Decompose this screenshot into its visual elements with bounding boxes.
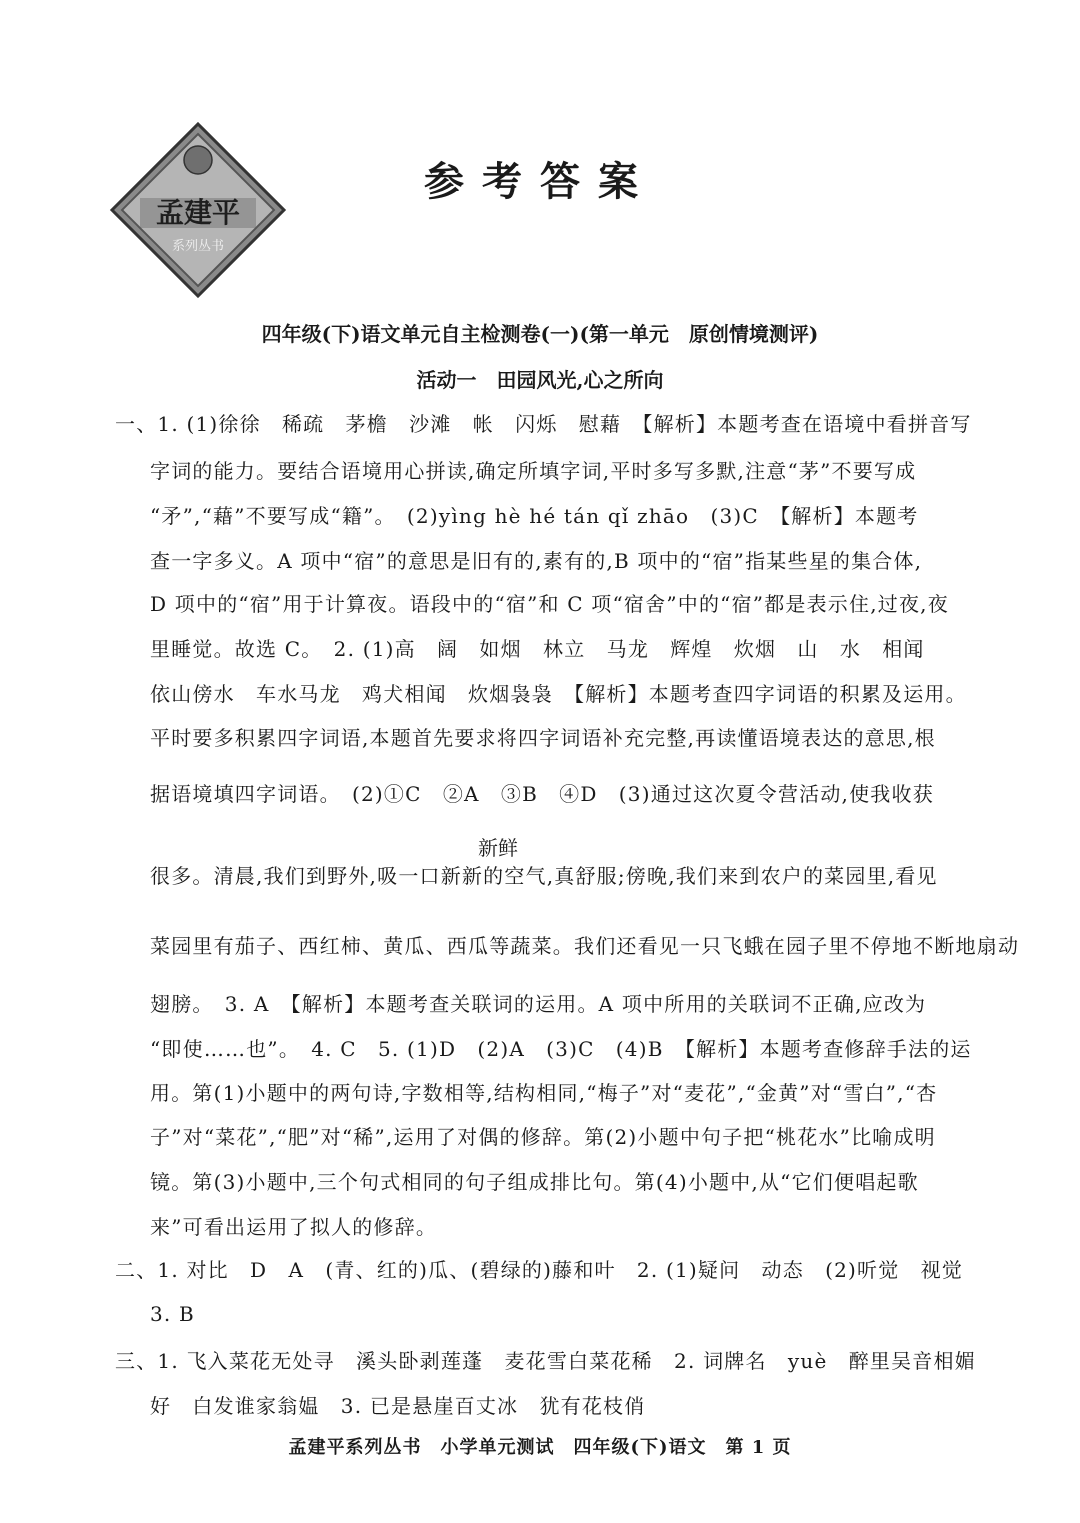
answer-line-12: 翅膀。 3. A 【解析】本题考查关联词的运用。A 项中所用的关联词不正确,应改为 — [150, 992, 927, 1016]
answer-line-7: 依山傍水 车水马龙 鸡犬相闻 炊烟袅袅 【解析】本题考查四字词语的积累及运用。 — [150, 682, 967, 706]
page-title: 参考答案 — [424, 158, 656, 205]
answer-line-11: 菜园里有茄子、西红柿、黄瓜、西瓜等蔬菜。我们还看见一只飞蛾在园子里不停地不断地扇动 — [150, 934, 1020, 958]
answer-line-19: 3. B — [150, 1302, 195, 1326]
logo-series: 系列丛书 — [171, 239, 225, 254]
logo-name: 孟建平 — [155, 196, 241, 229]
answer-line-8: 平时要多积累四字词语,本题首先要求将四字词语补充完整,再读懂语境表达的意思,根 — [150, 726, 936, 750]
answer-line-17: 来”可看出运用了拟人的修辞。 — [150, 1215, 438, 1239]
test-title: 四年级(下)语文单元自主检测卷(一)(第一单元 原创情境测评) — [261, 322, 819, 346]
series-logo — [108, 120, 288, 300]
answer-line-10: 很多。清晨,我们到野外,吸一口新新的空气,真舒服;傍晚,我们来到农户的菜园里,看见 — [150, 864, 938, 888]
answer-line-5: D 项中的“宿”用于计算夜。语段中的“宿”和 C 项“宿舍”中的“宿”都是表示住,过夜,夜 — [150, 592, 949, 616]
answer-line-21: 好 白发谁家翁媪 3. 已是悬崖百丈冰 犹有花枝俏 — [150, 1394, 646, 1418]
answer-line-13: “即使……也”。 4. C 5. (1)D (2)A (3)C (4)B 【解析】本题考查修辞手法的运 — [150, 1037, 972, 1061]
answer-line-1: 一、1. (1)徐徐 稀疏 茅檐 沙滩 帐 闪烁 慰藉 【解析】本题考查在语境中看拼音写 — [115, 412, 972, 436]
page-footer: 孟建平系列丛书 小学单元测试 四年级(下)语文 第 1 页 — [288, 1437, 792, 1458]
answer-line-4: 查一字多义。A 项中“宿”的意思是旧有的,素有的,B 项中的“宿”指某些星的集合体, — [150, 549, 923, 573]
answer-line-2: 字词的能力。要结合语境用心拼读,确定所填字词,平时多写多默,注意“茅”不要写成 — [150, 459, 917, 483]
answer-line-3: “矛”,“藉”不要写成“籍”。 (2)yìng hè hé tán qǐ zhāo (3)C 【解析】本题考 — [150, 504, 919, 528]
answer-line-9: 据语境填四字词语。 (2)①C ②A ③B ④D (3)通过这次夏令营活动,使我收获 — [150, 782, 934, 806]
activity-title: 活动一 田园风光,心之所向 — [416, 368, 664, 392]
answer-line-14: 用。第(1)小题中的两句诗,字数相等,结构相同,“梅子”对“麦花”,“金黄”对“雪白”,“杏 — [150, 1081, 938, 1105]
answer-line-15: 子”对“菜花”,“肥”对“稀”,运用了对偶的修辞。第(2)小题中句子把“桃花水”比喻成明 — [150, 1125, 936, 1149]
answer-line-20: 三、1. 飞入菜花无处寻 溪头卧剥莲蓬 麦花雪白菜花稀 2. 词牌名 yuè 醉里吴音相媚 — [115, 1349, 976, 1373]
answer-line-6: 里睡觉。故选 C。 2. (1)高 阔 如烟 林立 马龙 辉煌 炊烟 山 水 相闻 — [150, 637, 925, 661]
answer-line-16: 镜。第(3)小题中,三个句式相同的句子组成排比句。第(4)小题中,从“它们便唱起歌 — [150, 1170, 919, 1194]
handwritten-correction: 新鲜 — [478, 836, 518, 860]
answer-line-18: 二、1. 对比 D A (青、红的)瓜、(碧绿的)藤和叶 2. (1)疑问 动态 (2)听觉 视觉 — [115, 1258, 964, 1282]
